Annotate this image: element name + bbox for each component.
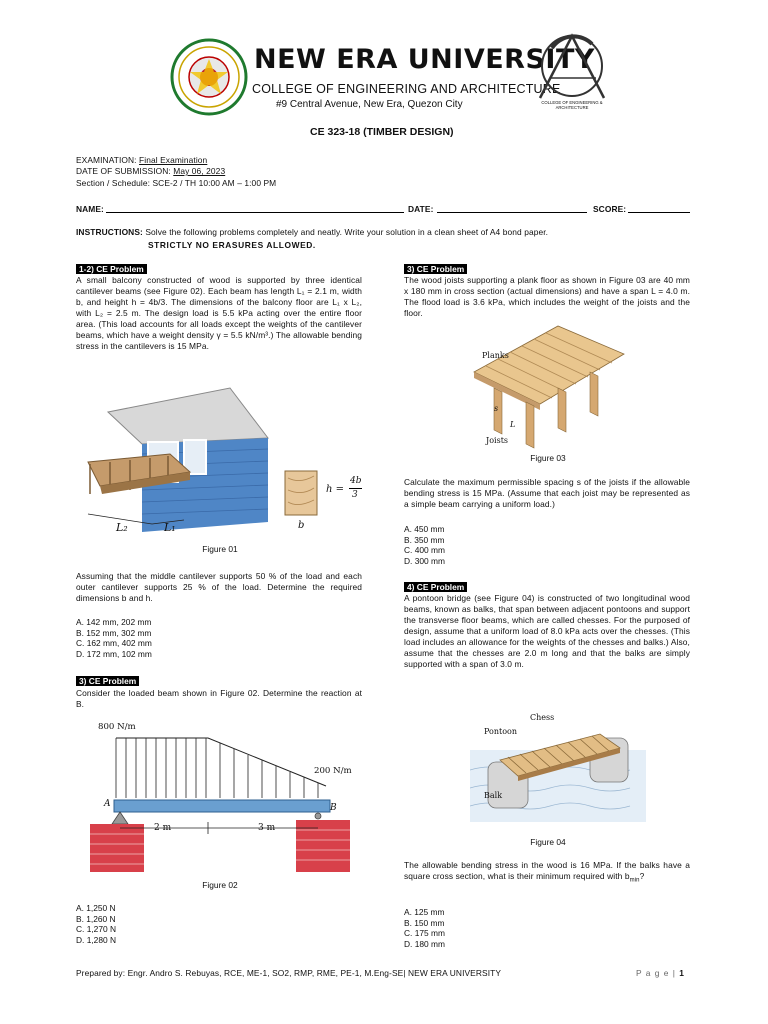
footer-prepared-by: Prepared by: Engr. Andro S. Rebuyas, RCE, ME-1, SO2, RMP, RME, PE-1, M.Eng-SE| NEW ERA UNIVERSITY	[76, 968, 502, 978]
figure-01-label-l2: L₂	[116, 521, 128, 534]
figure-01-label-l1: L₁	[164, 521, 176, 534]
figure-04-label-balk: Balk	[484, 791, 503, 800]
date-field-label: DATE:	[408, 204, 434, 214]
exam-line	[76, 155, 207, 166]
course-title: CE 323-18 (TIMBER DESIGN)	[310, 126, 454, 138]
choice[interactable]: C. 1,270 N	[76, 924, 117, 935]
college-logo-caption: COLLEGE OF ENGINEERING & ARCHITECTURE	[541, 100, 603, 110]
problem-4-tag: 4) CE Problem	[404, 582, 467, 592]
problem-4-follow-text: The allowable bending stress in the wood is 16 MPa. If the balks have a square cross section, what is their minimum required with b	[404, 860, 690, 881]
figure-03-label-l: L	[510, 420, 516, 429]
problem-1-choices	[76, 617, 152, 659]
choice[interactable]: A. 450 mm	[404, 524, 445, 534]
figure-01-b-label: b	[298, 520, 305, 531]
university-name: NEW ERA UNIVERSITY	[254, 44, 595, 75]
footer-page-label: P a g e |	[636, 968, 676, 978]
choice[interactable]: B. 350 mm	[404, 534, 445, 545]
figure-01-frac-den: 3	[352, 490, 358, 500]
date-label: DATE OF SUBMISSION:	[76, 166, 174, 176]
figure-01-frac-num: 4b	[350, 476, 362, 486]
choice[interactable]: A. 142 mm, 202 mm	[76, 617, 152, 627]
problem-4-follow	[404, 860, 690, 887]
problem-3-choices	[404, 524, 445, 566]
choice[interactable]: C. 400 mm	[404, 545, 445, 556]
name-field[interactable]	[106, 212, 404, 213]
college-name: COLLEGE OF ENGINEERING AND ARCHITECTURE	[252, 82, 561, 96]
problem-1-text: A small balcony constructed of wood is supported by three identical cantilever beams (see Figure 02). Each beam has length L₁ = 2.1 m, width b, and height h = 4b/3. The dimensions of the balcony floor are L₁ x L₂, with L₂ = 2.5 m. The design load is 5.5 kPa acting over the entire floor area. (This load accounts for all loads except the weights of the cantilever beams, which have a weight density γ = 5.5 kN/m³.) The allowable bending stress in the cantilevers is 15 MPa.	[76, 275, 362, 351]
choice[interactable]: A. 1,250 N	[76, 903, 116, 913]
score-field[interactable]	[628, 212, 690, 213]
choice[interactable]: D. 1,280 N	[76, 934, 117, 945]
figure-02-label-a: A	[104, 799, 111, 809]
problem-3-text: The wood joists supporting a plank floor as shown in Figure 03 are 40 mm x 180 mm in cross section (actual dimensions) and have a span L = 4.0 m. The flood load is 3.6 kPa, which includes the weight of the joists and the floor.	[404, 275, 690, 318]
university-seal	[170, 38, 248, 116]
figure-03-caption: Figure 03	[530, 453, 566, 463]
university-address: #9 Central Avenue, New Era, Quezon City	[276, 99, 463, 110]
choice[interactable]: D. 300 mm	[404, 555, 445, 566]
figure-02-beam	[86, 728, 356, 874]
problem-2-choices	[76, 903, 116, 945]
figure-04-label-chess: Chess	[530, 713, 555, 722]
instructions-label: INSTRUCTIONS:	[76, 227, 143, 237]
figure-03-label-joists: Joists	[486, 436, 509, 445]
figure-01-balcony	[80, 382, 270, 542]
name-label: NAME:	[76, 204, 104, 214]
figure-04-label-pontoon: Pontoon	[484, 727, 518, 736]
date-field[interactable]	[437, 212, 587, 213]
problem-2-text: Consider the loaded beam shown in Figure 02. Determine the reaction at B.	[76, 688, 362, 709]
figure-02-span-2: 3 m	[258, 823, 276, 833]
problem-4-text: A pontoon bridge (see Figure 04) is constructed of two longitudinal wood beams, known as balks, that span between adjacent pontoons and support the transverse floor beams, which are called chesses. For the purposed of design, assume that a uniform load of 8.0 kPa acts over the chesses. (This load includes an allowance for the weights of the chesses and balks.) Also, assume that the chesses are 2.0 m long and that the balks are simply supported with a span of 3.0 m.	[404, 593, 690, 669]
choice[interactable]: B. 1,260 N	[76, 913, 116, 924]
problem-2-tag: 3) CE Problem	[76, 676, 139, 686]
problem-4-follow-sub: min	[629, 877, 640, 884]
instructions-note: STRICTLY NO ERASURES ALLOWED.	[148, 240, 316, 250]
figure-01-cross-section	[284, 470, 318, 516]
problem-1-tag: 1-2) CE Problem	[76, 264, 147, 274]
figure-01-frac-bar	[349, 488, 362, 489]
score-label: SCORE:	[593, 204, 627, 214]
choice[interactable]: C. 162 mm, 402 mm	[76, 638, 152, 649]
figure-02-label-b: B	[330, 803, 337, 813]
instructions-text: Solve the following problems completely and neatly. Write your solution in a clean sheet of A4 bond paper.	[142, 227, 549, 237]
figure-01-height-label	[326, 484, 344, 495]
footer-page	[636, 968, 685, 979]
exam-value: Final Examination	[139, 155, 208, 165]
section-line: Section / Schedule: SCE-2 / TH 10:00 AM – 1:00 PM	[76, 178, 277, 188]
problem-4-follow-end: ?	[639, 871, 645, 881]
problem-3-tag: 3) CE Problem	[404, 264, 467, 274]
instructions	[76, 227, 688, 238]
choice[interactable]: A. 125 mm	[404, 907, 445, 917]
figure-02-load-right: 200 N/m	[314, 766, 352, 776]
problem-3-follow: Calculate the maximum permissible spacing s of the joists if the allowable bending stress is 15 MPa. (Assume that each joist may be represented as a simple beam carrying a uniform load.)	[404, 477, 690, 509]
date-line	[76, 166, 225, 177]
figure-03-label-s: s	[494, 404, 499, 413]
choice[interactable]: B. 152 mm, 302 mm	[76, 627, 152, 638]
problem-4-choices	[404, 907, 445, 949]
exam-label: EXAMINATION:	[76, 155, 140, 165]
choice[interactable]: B. 150 mm	[404, 917, 445, 928]
figure-03-label-planks: Planks	[482, 351, 509, 360]
figure-02-caption: Figure 02	[202, 880, 238, 890]
figure-02-span-1: 2 m	[154, 823, 172, 833]
figure-02-load-left: 800 N/m	[98, 722, 136, 732]
date-value: May 06, 2023	[173, 166, 226, 176]
choice[interactable]: C. 175 mm	[404, 928, 445, 939]
choice[interactable]: D. 172 mm, 102 mm	[76, 648, 152, 659]
figure-01-caption: Figure 01	[202, 544, 238, 554]
figure-01-h: h =	[326, 484, 344, 495]
problem-1-follow: Assuming that the middle cantilever supports 50 % of the load and each outer cantilever supports 25 % of the load. Determine the required dimensions b and h.	[76, 571, 362, 603]
choice[interactable]: D. 180 mm	[404, 938, 445, 949]
footer-page-number: 1	[679, 968, 685, 978]
figure-04-caption: Figure 04	[530, 837, 566, 847]
figure-03-joists	[466, 322, 626, 450]
